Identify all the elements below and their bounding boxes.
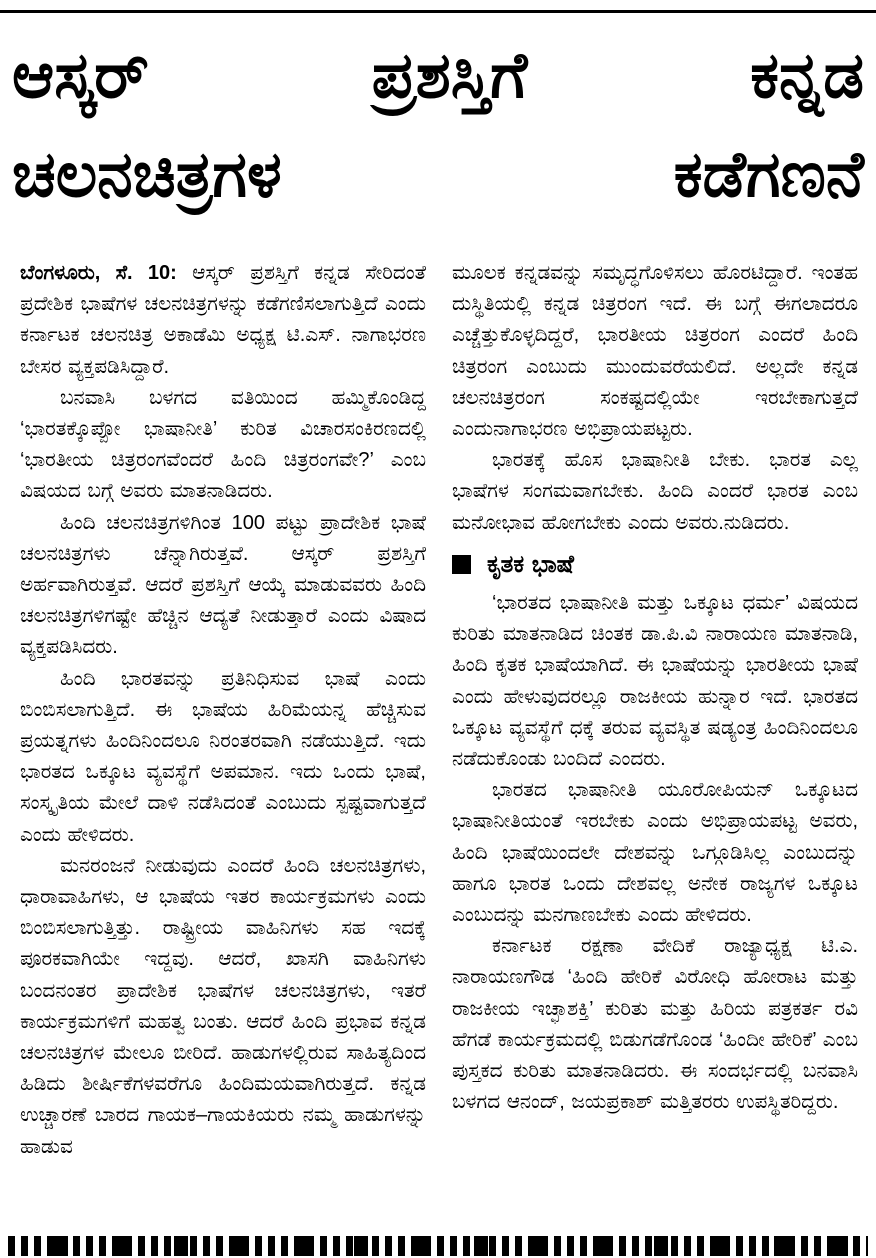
top-rule-divider [0,10,876,13]
paragraph: ಬನವಾಸಿ ಬಳಗದ ವತಿಯಿಂದ ಹಮ್ಮಿಕೊಂಡಿದ್ದ ‘ಭಾರತಕ್ಕೊಪ್ಪೋ ಭಾಷಾನೀತಿ’ ಕುರಿತ ವಿಚಾರಸಂಕಿರಣದಲ್ಲಿ ‘ಭಾರತೀಯ ಚಿತ್ರರಂಗವೆಂದರೆ ಹಿಂದಿ ಚಿತ್ರರಂಗವೇ?’ ಎಂಬ ವಿಷಯದ ಬಗ್ಗೆ ಅವರು ಮಾತನಾಡಿದರು. [20,386,426,503]
headline-word: ಕನ್ನಡ [750,39,864,111]
paragraph: ‘ಭಾರತದ ಭಾಷಾನೀತಿ ಮತ್ತು ಒಕ್ಕೂಟ ಧರ್ಮ’ ವಿಷಯದ ಕುರಿತು ಮಾತನಾಡಿದ ಚಿಂತಕ ಡಾ.ಪಿ.ವಿ ನಾರಾಯಣ ಮಾತನಾಡಿ, ಹಿಂದಿ ಕೃತಕ ಭಾಷೆಯಾಗಿದೆ. ಈ ಭಾಷೆಯನ್ನು ಭಾರತೀಯ ಭಾಷೆ ಎಂದು ಹೇಳುವುದರಲ್ಲೂ ರಾಜಕೀಯ ಹುನ್ನಾರ ಇದೆ. ಭಾರತದ ಒಕ್ಕೂಟ ವ್ಯವಸ್ಥೆಗೆ ಧಕ್ಕೆ ತರುವ ವ್ಯವಸ್ಥಿತ ಷಡ್ಯಂತ್ರ ಹಿಂದಿನಿಂದಲೂ ನಡೆದುಕೊಂಡು ಬಂದಿದೆ ಎಂದರು. [452,592,858,771]
headline-line-1 [12,26,864,125]
paragraph: ಭಾರತಕ್ಕೆ ಹೊಸ ಭಾಷಾನೀತಿ ಬೇಕು. ಭಾರತ ಎಲ್ಲ ಭಾಷೆಗಳ ಸಂಗಮವಾಗಬೇಕು. ಹಿಂದಿ ಎಂದರೆ ಭಾರತ ಎಂಬ ಮನೋಭಾವ ಹೋಗಬೇಕು ಎಂದು ಅವರು.ನುಡಿದರು. [452,449,858,534]
headline-word: ಕಡೆಗಣನೆ [673,138,864,210]
headline-word: ಪ್ರಶಸ್ತಿಗೆ [371,39,528,111]
paragraph: ಕರ್ನಾಟಕ ರಕ್ಷಣಾ ವೇದಿಕೆ ರಾಜ್ಯಾಧ್ಯಕ್ಷ ಟಿ.ಎ. ನಾರಾಯಣಗೌಡ ‘ಹಿಂದಿ ಹೇರಿಕೆ ವಿರೋಧಿ ಹೋರಾಟ ಮತ್ತು ರಾಜಕೀಯ ಇಚ್ಛಾಶಕ್ತಿ’ ಕುರಿತು ಮತ್ತು ಹಿರಿಯ ಪತ್ರಕರ್ತ ರವಿ ಹೆಗಡೆ ಕಾರ್ಯಕ್ರಮದಲ್ಲಿ ಬಿಡುಗಡೆಗೊಂಡ ‘ಹಿಂದೀ ಹೇರಿಕೆ’ ಎಂಬ ಪುಸ್ತಕದ ಕುರಿತು ಮಾತನಾಡಿದರು. ಈ ಸಂದರ್ಭದಲ್ಲಿ ಬನವಾಸಿ ಬಳಗದ ಆನಂದ್, ಜಯಪ್ರಕಾಶ್ ಮತ್ತಿತರರು ಉಪಸ್ಥಿತರಿದ್ದರು. [452,935,858,1114]
continuation-paragraph: ಮೂಲಕ ಕನ್ನಡವನ್ನು ಸಮೃದ್ಧಗೊಳಿಸಲು ಹೊರಟಿದ್ದಾರೆ. ಇಂತಹ ದುಸ್ಥಿತಿಯಲ್ಲಿ ಕನ್ನಡ ಚಿತ್ರರಂಗ ಇದೆ. ಈ ಬಗ್ಗೆ ಈಗಲಾದರೂ ಎಚ್ಚೆತ್ತುಕೊಳ್ಳದಿದ್ದರೆ, ಭಾರತೀಯ ಚಿತ್ರರಂಗ ಎಂದರೆ ಹಿಂದಿ ಚಿತ್ರರಂಗ ಎಂಬುದು ಮುಂದುವರೆಯಲಿದೆ. ಅಲ್ಲದೇ ಕನ್ನಡ ಚಲನಚಿತ್ರರಂಗ ಸಂಕಷ್ಟದಲ್ಲಿಯೇ ಇರಬೇಕಾಗುತ್ತದೆ ಎಂದುನಾಗಾಭರಣ ಅಭಿಪ್ರಾಯಪಟ್ಟರು. [452,262,858,441]
barcode-strip [8,1236,868,1256]
subheading [452,549,858,580]
headline-word: ಚಲನಚಿತ್ರಗಳ [12,138,282,210]
article-body [20,258,858,1163]
paragraph: ಭಾರತದ ಭಾಷಾನೀತಿ ಯೂರೋಪಿಯನ್ ಒಕ್ಕೂಟದ ಭಾಷಾನೀತಿಯಂತೆ ಇರಬೇಕು ಎಂದು ಅಭಿಪ್ರಾಯಪಟ್ಟ ಅವರು, ಹಿಂದಿ ಭಾಷೆಯಿಂದಲೇ ದೇಶವನ್ನು ಒಗ್ಗೂಡಿಸಿಲ್ಲ ಎಂಬುದನ್ನು ಹಾಗೂ ಭಾರತ ಒಂದು ದೇಶವಲ್ಲ ಅನೇಕ ರಾಜ್ಯಗಳ ಒಕ್ಕೂಟ ಎಂಬುದನ್ನು ಮನಗಾಣಬೇಕು ಎಂದು ಹೇಳಿದರು. [452,779,858,927]
paragraph: ಹಿಂದಿ ಭಾರತವನ್ನು ಪ್ರತಿನಿಧಿಸುವ ಭಾಷೆ ಎಂದು ಬಿಂಬಿಸಲಾಗುತ್ತಿದೆ. ಈ ಭಾಷೆಯ ಹಿರಿಮೆಯನ್ನ ಹೆಚ್ಚಿಸುವ ಪ್ರಯತ್ನಗಳು ಹಿಂದಿನಿಂದಲೂ ನಿರಂತರವಾಗಿ ನಡೆಯುತ್ತಿದೆ. ಇದು ಭಾರತದ ಒಕ್ಕೂಟ ವ್ಯವಸ್ಥೆಗೆ ಅಪಮಾನ. ಇದು ಒಂದು ಭಾಷೆ, ಸಂಸ್ಕೃತಿಯ ಮೇಲೆ ದಾಳಿ ನಡೆಸಿದಂತೆ ಎಂಬುದು ಸ್ಪಷ್ಟವಾಗುತ್ತದೆ ಎಂದು ಹೇಳಿದರು. [20,667,426,846]
lead-paragraph [20,258,426,383]
article-headline [12,26,864,224]
left-column [20,258,426,1163]
right-column [452,258,858,1163]
subheading-text: ಕೃತಕ ಭಾಷೆ [487,550,574,578]
square-bullet-icon [452,555,471,574]
lead-text: ಆಸ್ಕರ್ ಪ್ರಶಸ್ತಿಗೆ ಕನ್ನಡ ಸೇರಿದಂತೆ ಪ್ರದೇಶಿಕ ಭಾಷೆಗಳ ಚಲನಚಿತ್ರಗಳನ್ನು ಕಡೆಗಣಿಸಲಾಗುತ್ತಿದೆ ಎಂದು ಕರ್ನಾಟಕ ಚಲನಚಿತ್ರ ಅಕಾಡೆಮಿ ಅಧ್ಯಕ್ಷ ಟಿ.ಎಸ್. ನಾಗಾಭರಣ ಬೇಸರ ವ್ಯಕ್ತಪಡಿಸಿದ್ದಾರೆ. [20,262,426,378]
dateline: ಬೆಂಗಳೂರು, ಸೆ. 10: [20,262,177,284]
paragraph: ಮನರಂಜನೆ ನೀಡುವುದು ಎಂದರೆ ಹಿಂದಿ ಚಲನಚಿತ್ರಗಳು, ಧಾರಾವಾಹಿಗಳು, ಆ ಭಾಷೆಯ ಇತರ ಕಾರ್ಯಕ್ರಮಗಳು ಎಂದು ಬಿಂಬಿಸಲಾಗುತ್ತಿತ್ತು. ರಾಷ್ಟ್ರೀಯ ವಾಹಿನಿಗಳು ಸಹ ಇದಕ್ಕೆ ಪೂರಕವಾಗಿಯೇ ಇದ್ದವು. ಆದರೆ, ಖಾಸಗಿ ವಾಹಿನಿಗಳು ಬಂದನಂತರ ಪ್ರಾದೇಶಿಕ ಭಾಷೆಗಳ ಚಲನಚಿತ್ರಗಳು, ಇತರೆ ಕಾರ್ಯಕ್ರಮಗಳಿಗೆ ಮಹತ್ವ ಬಂತು. ಆದರೆ ಹಿಂದಿ ಪ್ರಭಾವ ಕನ್ನಡ ಚಲನಚಿತ್ರಗಳ ಮೇಲೂ ಬೀರಿದೆ. ಹಾಡುಗಳಲ್ಲಿರುವ ಸಾಹಿತ್ಯದಿಂದ ಹಿಡಿದು ಶೀರ್ಷಿಕೆಗಳವರೆಗೂ ಹಿಂದಿಮಯವಾಗಿರುತ್ತದೆ. ಕನ್ನಡ ಉಚ್ಚಾರಣೆ ಬಾರದ ಗಾಯಕ–ಗಾಯಕಿಯರು ನಮ್ಮ ಹಾಡುಗಳನ್ನು ಹಾಡುವ [20,854,426,1158]
headline-line-2 [12,125,864,224]
paragraph: ಹಿಂದಿ ಚಲನಚಿತ್ರಗಳಿಗಿಂತ 100 ಪಟ್ಟು ಪ್ರಾದೇಶಿಕ ಭಾಷೆ ಚಲನಚಿತ್ರಗಳು ಚೆನ್ನಾಗಿರುತ್ತವೆ. ಆಸ್ಕರ್ ಪ್ರಶಸ್ತಿಗೆ ಅರ್ಹವಾಗಿರುತ್ತವೆ. ಆದರೆ ಪ್ರಶಸ್ತಿಗೆ ಆಯ್ಕೆ ಮಾಡುವವರು ಹಿಂದಿ ಚಲನಚಿತ್ರಗಳಿಗಷ್ಟೇ ಹೆಚ್ಚಿನ ಆದ್ಯತೆ ನೀಡುತ್ತಾರೆ ಎಂದು ವಿಷಾದ ವ್ಯಕ್ತಪಡಿಸಿದರು. [20,511,426,659]
headline-word: ಆಸ್ಕರ್ [12,39,149,111]
